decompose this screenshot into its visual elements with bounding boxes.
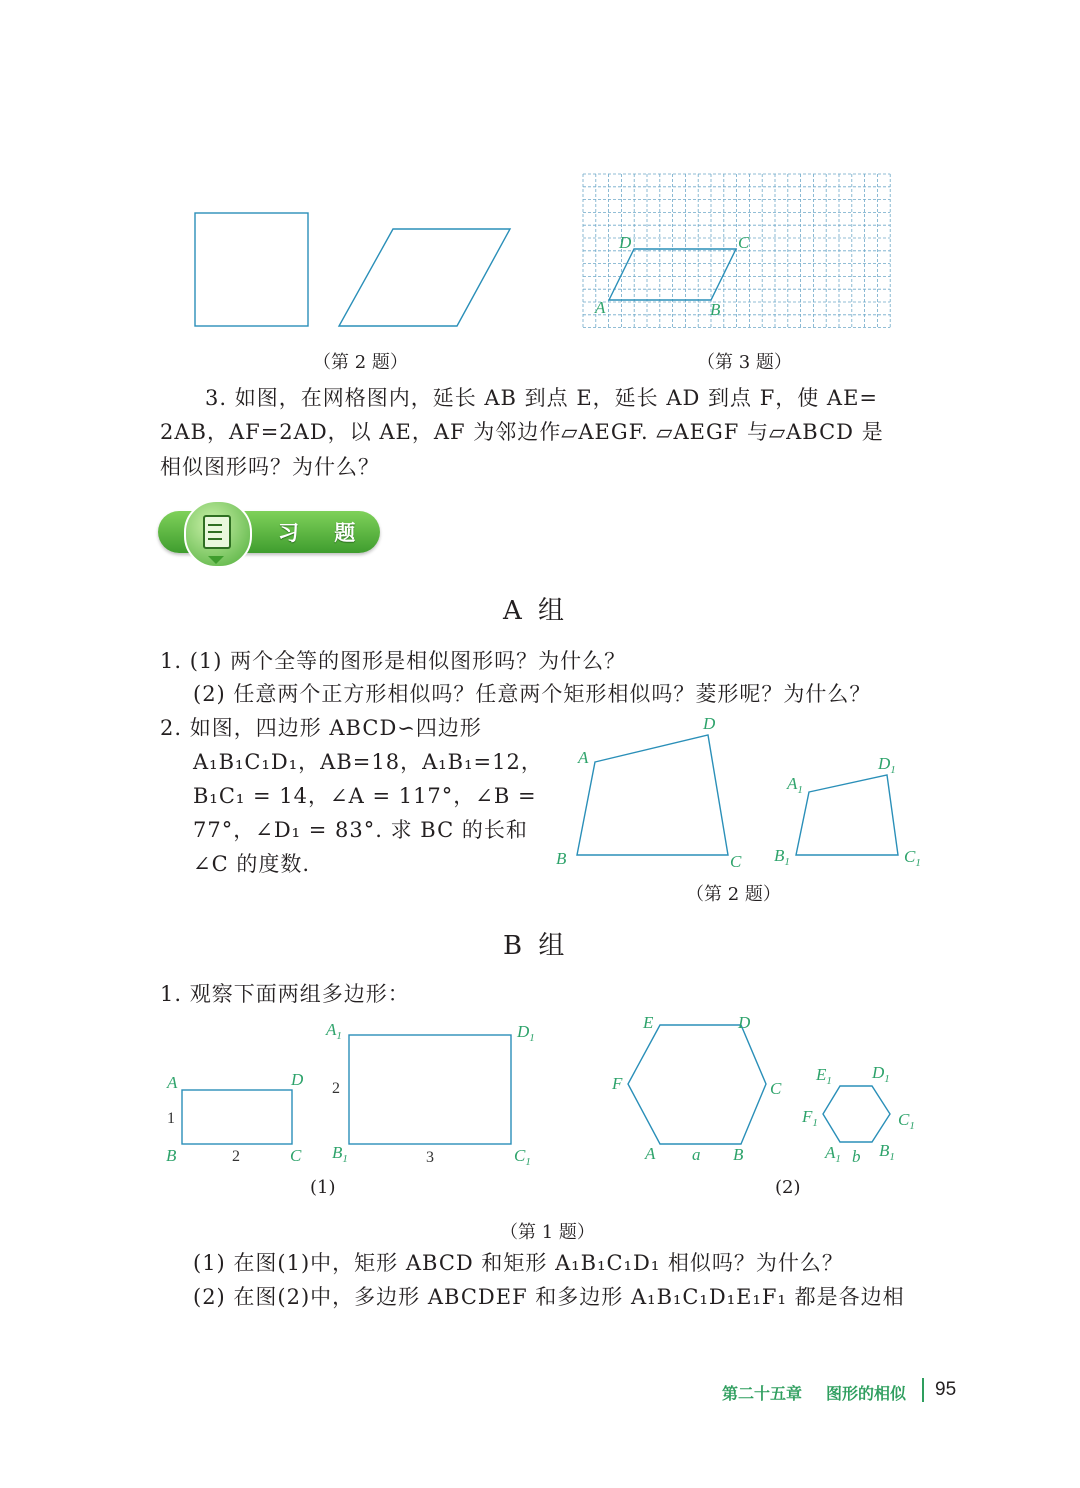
label-B1-hex: $B_1$ <box>879 1141 895 1163</box>
group-b-q1-1: (1) 在图(1)中，矩形 ABCD 和矩形 A₁B₁C₁D₁ 相似吗？为什么？ <box>193 1251 844 1275</box>
group-a-q2-line4: 77°，∠D₁ = 83°. 求 BC 的长和 <box>193 818 528 842</box>
label-A-hex: A <box>645 1144 656 1163</box>
label-D1-hex: $D_1$ <box>872 1063 890 1085</box>
footer-chapter: 第二十五章 <box>722 1384 803 1403</box>
group-a-q2-line5: ∠C 的度数. <box>193 852 311 876</box>
label-D: D <box>291 1070 304 1089</box>
label-side-1: 1 <box>167 1110 175 1127</box>
label-A: A <box>578 748 589 767</box>
group-a-q1-1: 1. (1) 两个全等的图形是相似图形吗？为什么？ <box>160 649 627 673</box>
label-B1: $B_1$ <box>332 1143 348 1165</box>
group-a-title: A 组 <box>503 596 569 626</box>
label-C: C <box>290 1146 302 1165</box>
caption-fig1-group-b: （第 1 题） <box>500 1222 595 1243</box>
label-E: E <box>643 1013 654 1032</box>
group-a-q2-line3: B₁C₁ = 14，∠A = 117°，∠B = <box>193 784 537 808</box>
label-A1: $A_1$ <box>326 1020 342 1042</box>
label-A1-hex: $A_1$ <box>825 1143 841 1165</box>
group-b-q1: 1. 观察下面两组多边形： <box>160 982 410 1006</box>
caption-sub2: (2) <box>775 1177 801 1198</box>
caption-sub1: (1) <box>310 1177 336 1198</box>
label-B: B <box>556 849 567 868</box>
grid-label-C: C <box>738 233 750 252</box>
grid-label-D: D <box>619 233 632 252</box>
label-F: F <box>612 1074 623 1093</box>
label-side-2b: 2 <box>332 1080 340 1097</box>
group-b-q1-2: (2) 在图(2)中，多边形 ABCDEF 和多边形 A₁B₁C₁D₁E₁F₁ 都是各边相 <box>193 1285 905 1309</box>
label-side-b: b <box>852 1147 861 1166</box>
problem3-line2: 2AB，AF=2AD，以 AE，AF 为邻边作▱AEGF. ▱AEGF 与▱ABCD 是 <box>160 420 884 444</box>
caption-fig2-top: （第 2 题） <box>313 352 408 373</box>
label-B1: $B_1$ <box>774 846 790 868</box>
label-D1: $D_1$ <box>878 754 896 776</box>
grid-label-A: A <box>595 298 606 317</box>
problem3-line3: 相似图形吗？为什么？ <box>160 455 380 479</box>
footer-title: 图形的相似 <box>826 1384 907 1403</box>
group-a-q2-line1: 2. 如图，四边形 ABCD∽四边形 <box>160 716 482 740</box>
label-F1: $F_1$ <box>802 1107 818 1129</box>
footer-divider <box>922 1378 924 1402</box>
label-B: B <box>166 1146 177 1165</box>
label-C1: $C_1$ <box>904 847 921 869</box>
label-side-2: 2 <box>232 1148 240 1165</box>
label-C: C <box>730 852 742 871</box>
label-D1: $D_1$ <box>517 1022 535 1044</box>
page-number: 95 <box>935 1379 957 1400</box>
label-D-hex: D <box>738 1013 751 1032</box>
group-a-q2-line2: A₁B₁C₁D₁，AB=18，A₁B₁=12， <box>193 750 543 774</box>
label-side-a: a <box>692 1145 701 1164</box>
label-B-hex: B <box>733 1145 744 1164</box>
label-C1-hex: $C_1$ <box>898 1110 915 1132</box>
label-E1: $E_1$ <box>816 1065 832 1087</box>
label-side-3: 3 <box>426 1149 434 1166</box>
grid-label-B: B <box>710 300 721 319</box>
caption-fig2-group-a: （第 2 题） <box>686 884 781 905</box>
label-A1: $A_1$ <box>787 774 803 796</box>
group-b-title: B 组 <box>503 931 569 961</box>
problem3-line1: 3. 如图，在网格图内，延长 AB 到点 E，延长 AD 到点 F，使 AE= <box>205 386 879 410</box>
label-C-hex: C <box>770 1079 782 1098</box>
label-A: A <box>167 1073 178 1092</box>
label-D: D <box>703 714 716 733</box>
group-a-q1-2: (2) 任意两个正方形相似吗？任意两个矩形相似吗？菱形呢？为什么？ <box>193 682 872 706</box>
label-C1: $C_1$ <box>514 1146 531 1168</box>
caption-fig3-top: （第 3 题） <box>697 352 792 373</box>
exercise-badge-label: 习 题 <box>278 521 370 545</box>
